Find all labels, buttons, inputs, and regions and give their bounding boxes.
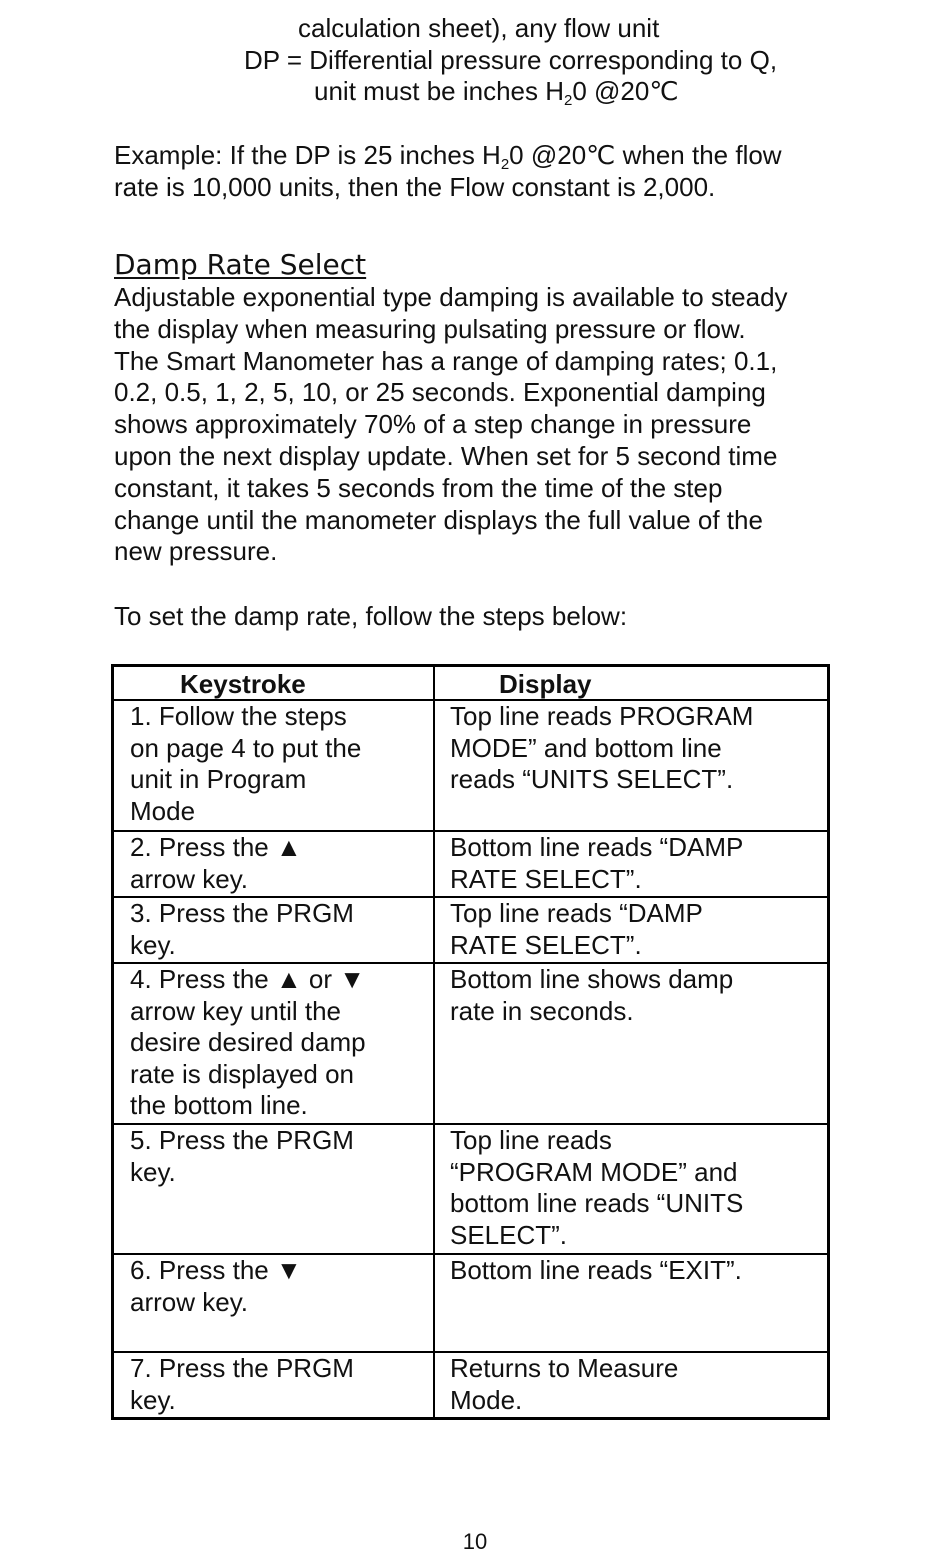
cell-text: arrow key.	[130, 1286, 248, 1317]
cell-text: reads “UNITS SELECT”.	[450, 764, 734, 794]
cell-text: SELECT”.	[450, 1219, 568, 1250]
definition-line-1: calculation sheet), any flow unit	[298, 13, 660, 43]
section-paragraph	[114, 282, 844, 568]
cell-text: arrow key until the	[130, 995, 341, 1026]
paragraph-line: 0.2, 0.5, 1, 2, 5, 10, or 25 seconds. Exponential damping	[114, 377, 766, 408]
table-header-row	[113, 666, 829, 701]
paragraph-line: new pressure.	[114, 536, 278, 567]
display-cell	[434, 963, 829, 1124]
header-display: Display	[434, 666, 829, 701]
cell-text: 2. Press the ▲	[130, 832, 302, 862]
cell-text: Top line reads “DAMP	[450, 898, 703, 928]
keystroke-cell	[113, 1254, 435, 1352]
steps-intro: To set the damp rate, follow the steps below:	[114, 601, 628, 631]
display-cell	[434, 1124, 829, 1254]
paragraph-line: upon the next display update. When set for 5 second time	[114, 440, 778, 471]
cell-text: RATE SELECT”.	[450, 863, 642, 894]
cell-text: key.	[130, 929, 176, 960]
cell-text: bottom line reads “UNITS	[450, 1188, 744, 1218]
cell-text: Top line reads	[450, 1125, 612, 1155]
display-cell	[434, 1254, 829, 1352]
section-heading: Damp Rate Select	[114, 248, 367, 281]
example-line-1: Example: If the DP is 25 inches $H_20$ @20℃ when the flow	[114, 140, 782, 173]
cell-text: on page 4 to put the	[130, 732, 362, 763]
table-row	[113, 700, 829, 831]
paragraph-line: Adjustable exponential type damping is available to steady	[114, 282, 788, 312]
cell-text: Bottom line shows damp	[450, 964, 734, 994]
cell-text: Bottom line reads “EXIT”.	[450, 1255, 742, 1285]
keystroke-cell	[113, 831, 435, 897]
cell-text: RATE SELECT”.	[450, 929, 642, 960]
cell-text: 3. Press the PRGM	[130, 898, 354, 928]
cell-text: Mode.	[450, 1384, 523, 1415]
paragraph-line: constant, it takes 5 seconds from the time of the step	[114, 472, 723, 503]
cell-text: key.	[130, 1384, 176, 1415]
display-cell	[434, 831, 829, 897]
table-row	[113, 897, 829, 963]
paragraph-line: shows approximately 70% of a step change in pressure	[114, 409, 752, 440]
cell-text: Bottom line reads “DAMP	[450, 832, 744, 862]
display-cell	[434, 1352, 829, 1418]
header-keystroke: Keystroke	[113, 666, 435, 701]
display-cell	[434, 700, 829, 831]
table-row	[113, 1124, 829, 1254]
paragraph-line: the display when measuring pulsating pressure or flow.	[114, 313, 746, 344]
keystroke-cell	[113, 700, 435, 831]
page-number: 10	[462, 1529, 488, 1554]
keystroke-cell	[113, 1124, 435, 1254]
cell-text: 1. Follow the steps	[130, 701, 347, 731]
keystroke-cell	[113, 1352, 435, 1418]
table-row	[113, 963, 829, 1124]
cell-text: Top line reads PROGRAM	[450, 701, 754, 731]
cell-text: Mode	[130, 795, 196, 826]
cell-text: arrow key.	[130, 863, 248, 894]
table-row	[113, 1352, 829, 1418]
cell-text: 6. Press the ▼	[130, 1255, 302, 1285]
cell-text: 7. Press the PRGM	[130, 1353, 354, 1383]
cell-text: MODE” and bottom line	[450, 732, 722, 763]
cell-text: “PROGRAM MODE” and	[450, 1156, 738, 1187]
cell-text: 5. Press the PRGM	[130, 1125, 354, 1155]
cell-text: rate is displayed on	[130, 1058, 355, 1089]
cell-text: rate in seconds.	[450, 995, 634, 1026]
definition-line-3: unit must be inches $H_20$ @20℃	[314, 76, 679, 109]
definition-line-2: DP = Differential pressure corresponding to Q,	[244, 45, 778, 75]
keystroke-cell	[113, 963, 435, 1124]
paragraph-line: The Smart Manometer has a range of damping rates; 0.1,	[114, 345, 778, 376]
example-line-2: rate is 10,000 units, then the Flow constant is 2,000.	[114, 172, 716, 202]
keystroke-cell	[113, 897, 435, 963]
table-row	[113, 831, 829, 897]
display-cell	[434, 897, 829, 963]
cell-text: Returns to Measure	[450, 1353, 679, 1383]
cell-text: key.	[130, 1156, 176, 1187]
cell-text: desire desired damp	[130, 1027, 366, 1057]
steps-table	[111, 664, 830, 1420]
paragraph-line: change until the manometer displays the full value of the	[114, 504, 763, 535]
cell-text: the bottom line.	[130, 1090, 308, 1120]
cell-text: 4. Press the ▲ or ▼	[130, 964, 365, 994]
table-row	[113, 1254, 829, 1352]
cell-text: unit in Program	[130, 764, 307, 794]
